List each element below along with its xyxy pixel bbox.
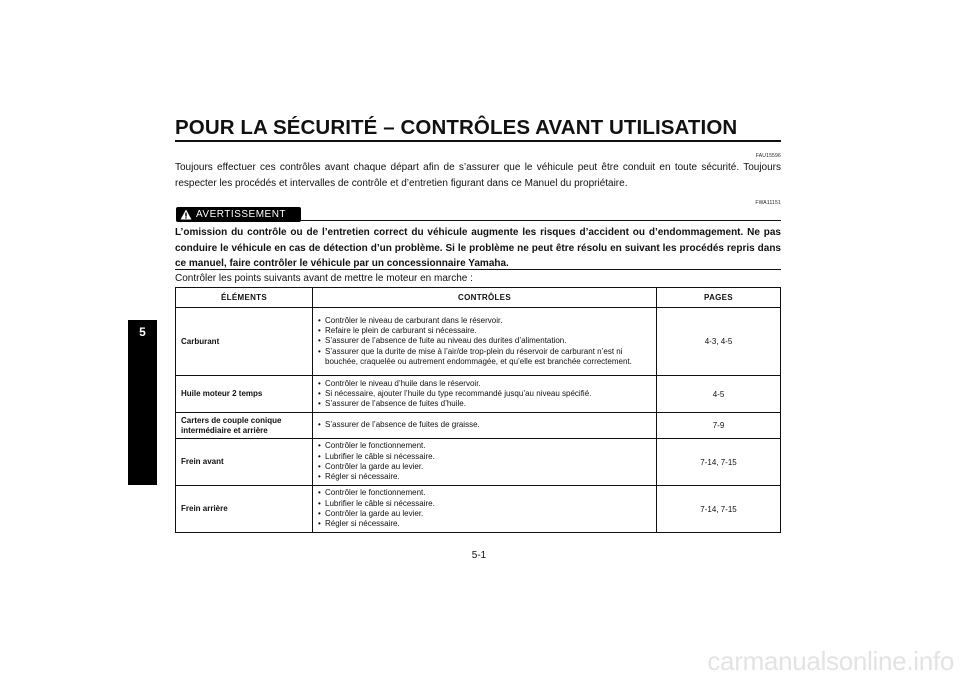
row-pages: 4-3, 4-5: [657, 308, 781, 376]
chapter-tab: [128, 320, 157, 485]
check-bullet: • Lubrifier le câble si nécessaire.: [318, 452, 651, 462]
pre-operation-checklist-table: [175, 287, 781, 533]
row-item-label: Frein arrière: [176, 486, 313, 533]
chapter-tab-number: 5: [139, 325, 146, 339]
column-header-pages: PAGES: [657, 288, 781, 308]
title-rule: [175, 140, 781, 142]
row-item-label: Carburant: [176, 308, 313, 376]
check-bullet: • Refaire le plein de carburant si nécessaire.: [318, 326, 651, 336]
check-bullet: • S’assurer que la durite de mise à l’air/de trop-plein du réservoir de carburant n’est ni bouchée, craquelée ou autrement endommagée, et qu’elle est branchée correctement.: [318, 347, 651, 368]
intro-paragraph: Toujours effectuer ces contrôles avant chaque départ afin de s’assurer que le véhicule peut être conduit en toute sécurité. Toujours respecter les procédés et intervalles de contrôle et d’entretien figurant dans ce Manuel du propriétaire.: [175, 162, 781, 189]
check-bullet: • Régler si nécessaire.: [318, 472, 651, 482]
warning-rule: [301, 220, 781, 221]
check-bullet: • Contrôler la garde au levier.: [318, 462, 651, 472]
row-item-label: Carters de couple conique intermédiaire et arrière: [176, 413, 313, 439]
table-row: [176, 308, 781, 376]
warning-reference-code: FWA11151: [755, 200, 781, 206]
warning-badge: [176, 207, 301, 222]
warning-text: L’omission du contrôle ou de l’entretien correct du véhicule augmente les risques d’accident ou d’endommagement. Ne pas conduire le véhicule en cas de détection d’un problème. Si le problème ne peut être résolu en suivant les procédés repris dans ce manuel, faire contrôler le véhicule par un concessionnaire Yamaha.: [175, 227, 781, 269]
check-bullet: • Contrôler le niveau de carburant dans le réservoir.: [318, 316, 651, 326]
row-checks: [313, 308, 657, 376]
row-pages: 4-5: [657, 376, 781, 413]
check-bullet: • S’assurer de l’absence de fuites d’huile.: [318, 399, 651, 409]
row-pages: 7-14, 7-15: [657, 486, 781, 533]
row-checks: [313, 486, 657, 533]
check-bullet: • Régler si nécessaire.: [318, 519, 651, 529]
check-bullet: • S’assurer de l’absence de fuites de graisse.: [318, 420, 651, 430]
column-header-checks: CONTRÔLES: [313, 288, 657, 308]
warning-label: AVERTISSEMENT: [196, 209, 287, 220]
row-item-label: Frein avant: [176, 439, 313, 486]
check-bullet: • Contrôler le fonctionnement.: [318, 488, 651, 498]
watermark: carmanualsonline.info: [707, 646, 954, 676]
warning-end-rule: [175, 269, 781, 270]
row-checks: [313, 376, 657, 413]
table-row: [176, 413, 781, 439]
row-pages: 7-9: [657, 413, 781, 439]
table-row: [176, 486, 781, 533]
table-header-row: [176, 288, 781, 308]
check-bullet: • S’assurer de l’absence de fuite au niveau des durites d’alimentation.: [318, 336, 651, 346]
check-bullet: • Si nécessaire, ajouter l’huile du type recommandé jusqu’au niveau spécifié.: [318, 389, 651, 399]
check-bullet: • Contrôler la garde au levier.: [318, 509, 651, 519]
row-item-label: Huile moteur 2 temps: [176, 376, 313, 413]
check-bullet: • Lubrifier le câble si nécessaire.: [318, 499, 651, 509]
table-row: [176, 439, 781, 486]
row-checks: [313, 413, 657, 439]
table-row: [176, 376, 781, 413]
check-bullet: • Contrôler le niveau d’huile dans le réservoir.: [318, 379, 651, 389]
intro-reference-code: FAU15596: [755, 153, 781, 159]
page-title: POUR LA SÉCURITÉ – CONTRÔLES AVANT UTILISATION: [175, 116, 738, 139]
check-bullet: • Contrôler le fonctionnement.: [318, 441, 651, 451]
checklist-intro: Contrôler les points suivants avant de mettre le moteur en marche :: [175, 273, 473, 284]
column-header-items: ÉLÉMENTS: [176, 288, 313, 308]
row-checks: [313, 439, 657, 486]
warning-triangle-icon: [176, 209, 196, 220]
row-pages: 7-14, 7-15: [657, 439, 781, 486]
page-number: 5-1: [471, 550, 487, 561]
